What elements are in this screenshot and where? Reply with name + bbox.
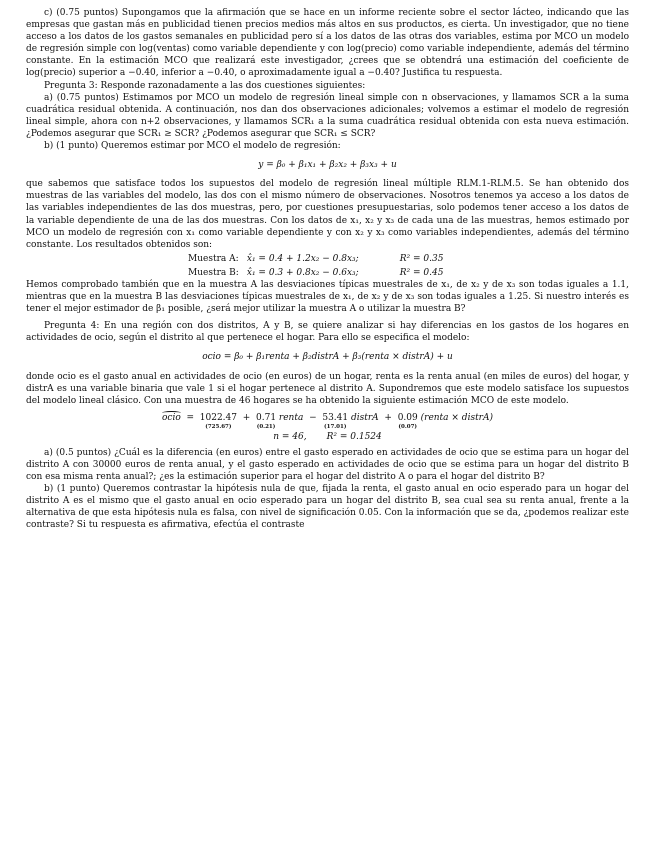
- se-renta: (0.21): [256, 423, 276, 430]
- coef-distra: 53.41: [322, 412, 349, 423]
- se-interaction: (0.07): [398, 423, 418, 430]
- se-distra: (17.01): [324, 423, 347, 430]
- coef-interaction: 0.09: [397, 412, 418, 423]
- paragraph-question-2c: c) (0.75 puntos) Supongamos que la afirmación que se hace en un informe reciente sobre el sector lácteo, indicando que las empresas que gastan más en publicidad tienen precios medios más altos en sus productos, es cierta. Un investigador, que no tiene acceso a los datos de los gastos semanales en publicidad pero sí a los datos de las otras dos variables, estima por MCO un modelo de regresión simple con log(ventas) como variable dependiente y con log(precio) como variable independiente, además del término constante. En la estimación MCO que realizará este investigador, ¿crees que se obtendrá una estimación del coeficiente de log(precio) superior a −0.40, inferior a −0.40, o aproximadamente igual a −0.40? Justifica tu respuesta.: [26, 8, 629, 79]
- sample-a-equation: x̂₁ = 0.4 + 1.2x₂ − 0.8x₃;: [246, 253, 359, 264]
- estimated-r-squared: R² = 0.1524: [326, 431, 382, 442]
- sample-a-r-squared: R² = 0.35: [399, 253, 444, 264]
- paragraph-samples-description: que sabemos que satisface todos los supuestos del modelo de regresión lineal múltiple RLM.1-RLM.5. Se han obtenido dos muestras de las variables del modelo, las dos con el mismo número de observaciones. Nosotros tenemos ya acceso a los datos de las variables independientes de las dos muestras, pero, por cuestiones presupuestarias, solo podemos tener acceso a los datos de la variable dependiente de una de las dos muestras. Con los datos de x₁, x₂ y x₃ de cada una de las muestras, hemos estimado por MCO un modelo de regresión con x₁ como variable dependiente y con x₂ y x₃ como variables independientes, además del término constante. Los resultados obtenidos son:: [26, 179, 629, 250]
- sample-size: n = 46,: [273, 431, 307, 442]
- regression-model-equation: y = β₀ + β₁x₁ + β₂x₂ + β₃x₃ + u: [258, 160, 397, 171]
- estimated-equation: ocio = 1022.47 (725.67) + 0.71 (0.21) renta − 53.41 (17.01) distrA + 0.09 (0.07) (renta × distrA) n = 46, R² = 0.1524: [161, 412, 493, 442]
- sample-a-label: Muestra A:: [188, 253, 239, 264]
- sample-b-r-squared: R² = 0.45: [399, 267, 444, 278]
- leisure-model-equation: ocio = β₀ + β₁renta + β₂distrA + β₃(renta × distrA) + u: [202, 352, 453, 363]
- paragraph-question-4b: b) (1 punto) Queremos contrastar la hipótesis nula de que, fijada la renta, el gasto anual en ocio esperado para un hogar del distrito A es el mismo que el gasto anual en ocio esperado para un hogar del distrito B, sea cual sea su renta anual, frente a la alternativa de que esta hipótesis nula es falsa, con nivel de significación 0.05. Con la información que se da, ¿podemos realizar este contraste? Si tu respuesta es afirmativa, efectúa el contraste: [26, 484, 630, 531]
- paragraph-question-3a: a) (0.75 puntos) Estimamos por MCO un modelo de regresión lineal simple con n observaciones, y llamamos SCR a la suma cuadrática residual obtenida. A continuación, nos dan dos observaciones adicionales; volvemos a estimar el modelo de regresión lineal simple, ahora con n+2 observaciones, y llamamos SCR₁ a la suma cuadrática residual obtenida con esta nueva estimación. ¿Podemos asegurar que SCR₁ ≥ SCR? ¿Podemos asegurar que SCR₁ ≤ SCR?: [26, 92, 629, 139]
- coef-intercept: 1022.47: [199, 412, 237, 423]
- paragraph-standard-deviations: Hemos comprobado también que en la muestra A las desviaciones típicas muestrales de x₁, de x₂ y de x₃ son todas iguales a 1.1, mientras que en la muestra B las desviaciones típicas muestrales de x₁, de x₂ y de x₃ son todas iguales a 1.25. Si nuestro interés es tener el mejor estimador de β₁ posible, ¿será mejor utilizar la muestra A o utilizar la muestra B?: [26, 279, 629, 315]
- sample-b-results: [188, 267, 629, 279]
- coef-renta: 0.71: [256, 412, 277, 423]
- estimated-lhs: ocio: [161, 412, 181, 423]
- paragraph-question-3b: b) (1 punto) Queremos estimar por MCO el modelo de regresión:: [44, 141, 341, 152]
- se-intercept: (725.67): [205, 423, 232, 430]
- paragraph-question-4a: a) (0.5 puntos) ¿Cuál es la diferencia (en euros) entre el gasto esperado en actividades de ocio que se estima para un hogar del distrito A con 30000 euros de renta anual, y el gasto esperado en actividades de ocio que se estima para un hogar del distrito B con esa misma renta anual?; ¿es la estimación superior para el hogar del distrito A o para el hogar del distrito B?: [26, 447, 629, 482]
- sample-a-results: [188, 253, 629, 265]
- question-4-intro: Pregunta 4: En una región con dos distritos, A y B, se quiere analizar si hay diferencias en los gastos de los hogares en actividades de ocio, según el distrito al que pertenece el hogar. Para ello se especifica el modelo:: [26, 321, 629, 344]
- paragraph-variable-definitions: donde ocio es el gasto anual en actividades de ocio (en euros) de un hogar, renta es la renta anual (en miles de euros) del hogar, y distrA es una variable binaria que vale 1 si el hogar pertenece al distrito A. Supondremos que este modelo satisface los supuestos del modelo lineal clásico. Con una muestra de 46 hogares se ha obtenido la siguiente estimación MCO de este modelo.: [26, 371, 629, 406]
- sample-b-equation: x̂₁ = 0.3 + 0.8x₂ − 0.6x₃;: [246, 267, 359, 278]
- sample-b-label: Muestra B:: [188, 267, 239, 278]
- question-3-heading: Pregunta 3: Responde razonadamente a las dos cuestiones siguientes:: [44, 80, 366, 91]
